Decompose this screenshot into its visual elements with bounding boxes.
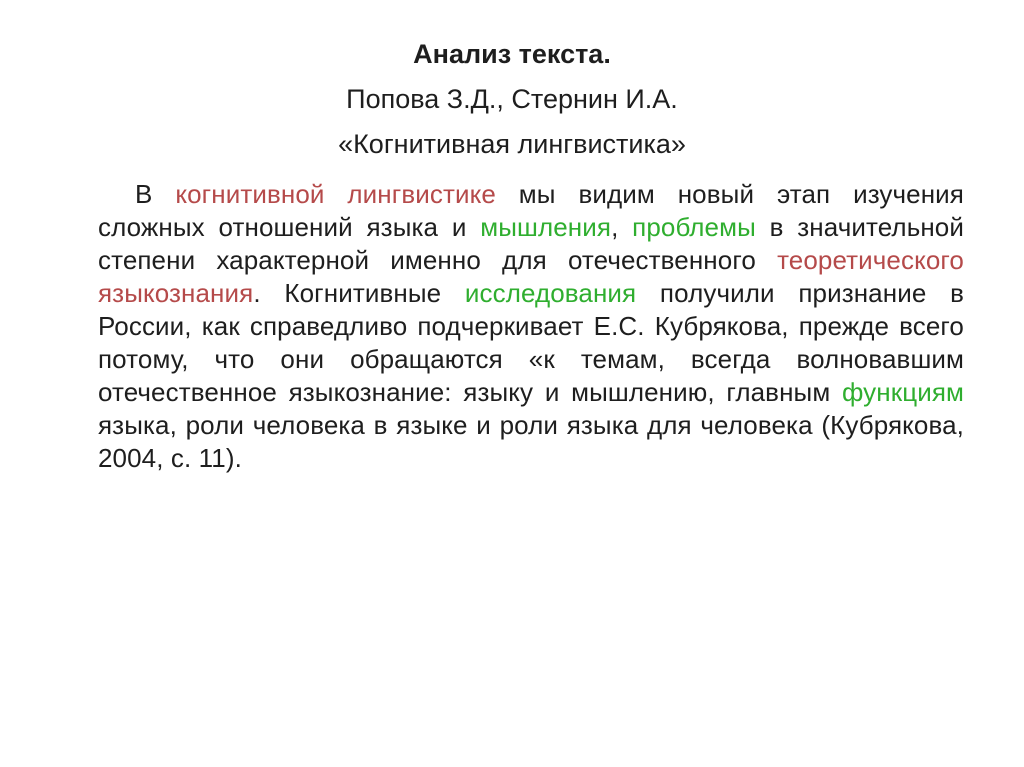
slide-authors: Попова З.Д., Стернин И.А. xyxy=(346,84,678,114)
text-segment: мы видим новый этап изучения сложных отношений языка и xyxy=(98,179,964,242)
text-segment: . Когнитивные xyxy=(253,278,465,308)
highlight-term: исследования xyxy=(464,278,637,308)
text-segment: В xyxy=(135,179,176,209)
title-block xyxy=(0,32,1024,167)
highlight-term: мышления xyxy=(480,212,612,242)
text-segment: , xyxy=(611,212,633,242)
highlight-term: проблемы xyxy=(632,212,756,242)
slide-heading: Анализ текста. xyxy=(413,39,611,69)
text-segment: получили признание в России, как справедливо подчеркивает Е.С. Кубрякова, прежде всего потому, что они обращаются «к темам, всегда волновавшим отечественное языкознание: языку и мышлению, главным xyxy=(98,278,964,407)
highlight-term: когнитивной лингвистике xyxy=(175,179,496,209)
text-segment: языка, роли человека в языке и роли языка для человека (Кубрякова, 2004, с. 11). xyxy=(98,410,964,473)
highlight-term: функциям xyxy=(841,377,964,407)
highlight-term: теоретического языкознания xyxy=(98,245,964,308)
body-paragraph xyxy=(98,178,964,475)
text-segment: в значительной степени характерной именно для отечественного xyxy=(98,212,964,275)
slide-work-title: «Когнитивная лингвистика» xyxy=(338,129,686,159)
